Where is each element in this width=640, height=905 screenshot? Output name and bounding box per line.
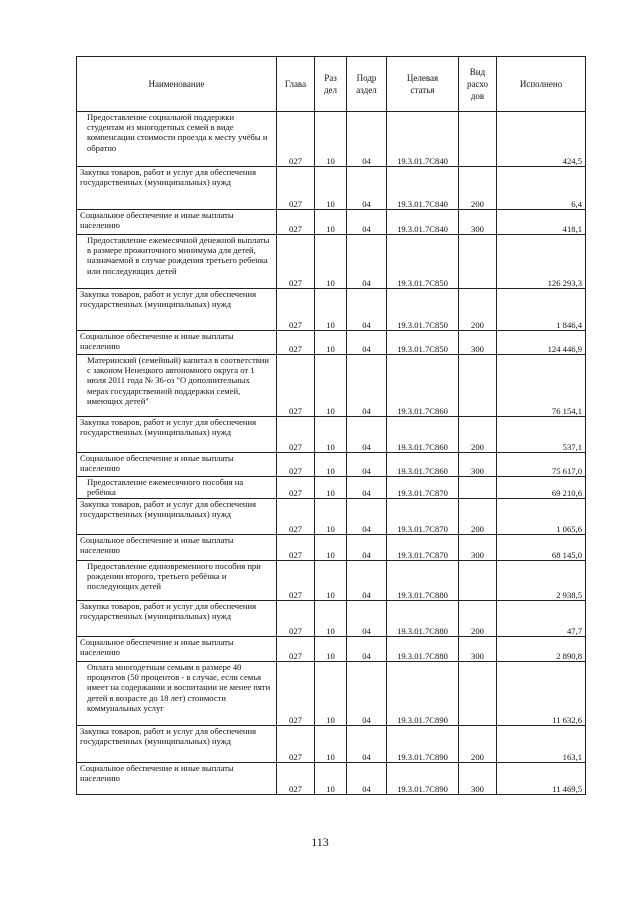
row-vid: 200 <box>459 289 497 331</box>
row-statya: 19.3.01.7С860 <box>387 453 459 477</box>
row-razdel: 10 <box>315 535 347 561</box>
row-statya: 19.3.01.7С870 <box>387 477 459 499</box>
row-podrazdel: 04 <box>347 355 387 417</box>
row-ispolneno: 418,1 <box>497 210 586 235</box>
row-name: Предоставление ежемесячной денежной выплаты в размере прожиточного минимума для детей, назначаемой в случае рождения третьего ребенка или последующих детей <box>77 235 277 289</box>
row-ispolneno: 537,1 <box>497 417 586 453</box>
header-ispolneno: Исполнено <box>497 57 586 112</box>
row-vid <box>459 112 497 167</box>
budget-table <box>76 56 586 795</box>
header-vid: Вид расхо дов <box>459 57 497 112</box>
row-razdel: 10 <box>315 499 347 535</box>
row-vid: 200 <box>459 726 497 763</box>
row-statya: 19.3.01.7С840 <box>387 167 459 210</box>
header-name: Наименование <box>77 57 277 112</box>
row-glava: 027 <box>277 235 315 289</box>
row-razdel: 10 <box>315 167 347 210</box>
row-vid <box>459 235 497 289</box>
row-glava: 027 <box>277 499 315 535</box>
row-razdel: 10 <box>315 763 347 795</box>
row-ispolneno: 163,1 <box>497 726 586 763</box>
row-razdel: 10 <box>315 662 347 726</box>
row-statya: 19.3.01.7С850 <box>387 289 459 331</box>
row-name: Предоставление социальной поддержки студентам из многодетных семей в виде компенсации стоимости проезда к месту учёбы и обратно <box>77 112 277 167</box>
row-glava: 027 <box>277 167 315 210</box>
row-razdel: 10 <box>315 289 347 331</box>
row-statya: 19.3.01.7С880 <box>387 637 459 662</box>
row-ispolneno: 6,4 <box>497 167 586 210</box>
row-name: Закупка товаров, работ и услуг для обеспечения государственных (муниципальных) нужд <box>77 601 277 637</box>
row-statya: 19.3.01.7С840 <box>387 112 459 167</box>
row-name: Закупка товаров, работ и услуг для обеспечения государственных (муниципальных) нужд <box>77 726 277 763</box>
row-ispolneno: 124 446,9 <box>497 331 586 355</box>
row-vid: 300 <box>459 763 497 795</box>
row-glava: 027 <box>277 417 315 453</box>
table-row <box>77 331 586 355</box>
row-razdel: 10 <box>315 726 347 763</box>
row-ispolneno: 69 210,6 <box>497 477 586 499</box>
row-vid: 200 <box>459 417 497 453</box>
row-ispolneno: 2 890,8 <box>497 637 586 662</box>
row-podrazdel: 04 <box>347 417 387 453</box>
row-razdel: 10 <box>315 477 347 499</box>
row-razdel: 10 <box>315 637 347 662</box>
row-name: Закупка товаров, работ и услуг для обеспечения государственных (муниципальных) нужд <box>77 289 277 331</box>
row-name: Социальное обеспечение и иные выплаты населению <box>77 331 277 355</box>
row-ispolneno: 11 469,5 <box>497 763 586 795</box>
row-vid <box>459 355 497 417</box>
row-podrazdel: 04 <box>347 637 387 662</box>
row-podrazdel: 04 <box>347 535 387 561</box>
table-row <box>77 499 586 535</box>
table-row <box>77 235 586 289</box>
row-glava: 027 <box>277 331 315 355</box>
row-glava: 027 <box>277 355 315 417</box>
table-row <box>77 167 586 210</box>
header-glava: Глава <box>277 57 315 112</box>
table-header-row <box>77 57 586 112</box>
row-glava: 027 <box>277 763 315 795</box>
row-podrazdel: 04 <box>347 726 387 763</box>
row-statya: 19.3.01.7С880 <box>387 601 459 637</box>
row-ispolneno: 47,7 <box>497 601 586 637</box>
row-podrazdel: 04 <box>347 289 387 331</box>
row-ispolneno: 11 632,6 <box>497 662 586 726</box>
table-row <box>77 763 586 795</box>
row-glava: 027 <box>277 289 315 331</box>
row-podrazdel: 04 <box>347 210 387 235</box>
header-statya: Целевая статья <box>387 57 459 112</box>
row-statya: 19.3.01.7С870 <box>387 535 459 561</box>
row-vid <box>459 662 497 726</box>
table-row <box>77 535 586 561</box>
row-podrazdel: 04 <box>347 561 387 601</box>
row-statya: 19.3.01.7С850 <box>387 235 459 289</box>
row-name: Социальное обеспечение и иные выплаты населению <box>77 535 277 561</box>
row-vid: 200 <box>459 499 497 535</box>
row-razdel: 10 <box>315 210 347 235</box>
row-vid: 200 <box>459 601 497 637</box>
row-ispolneno: 1 846,4 <box>497 289 586 331</box>
table-row <box>77 417 586 453</box>
row-statya: 19.3.01.7С840 <box>387 210 459 235</box>
row-ispolneno: 76 154,1 <box>497 355 586 417</box>
row-statya: 19.3.01.7С860 <box>387 417 459 453</box>
row-statya: 19.3.01.7С890 <box>387 763 459 795</box>
row-razdel: 10 <box>315 331 347 355</box>
row-vid: 300 <box>459 637 497 662</box>
row-ispolneno: 126 293,3 <box>497 235 586 289</box>
row-razdel: 10 <box>315 453 347 477</box>
row-name: Социальное обеспечение и иные выплаты населению <box>77 763 277 795</box>
header-podrazdel: Подр аздел <box>347 57 387 112</box>
table-row <box>77 637 586 662</box>
row-name: Материнский (семейный) капитал в соответствии с законом Ненецкого автономного округа от 1 июля 2011 года № 36-оз "О дополнительных мерах государственной поддержки семей, имеющих детей" <box>77 355 277 417</box>
row-ispolneno: 2 938,5 <box>497 561 586 601</box>
table-row <box>77 561 586 601</box>
row-podrazdel: 04 <box>347 167 387 210</box>
row-glava: 027 <box>277 637 315 662</box>
row-vid: 300 <box>459 331 497 355</box>
row-statya: 19.3.01.7С890 <box>387 662 459 726</box>
row-ispolneno: 424,5 <box>497 112 586 167</box>
row-ispolneno: 1 065,6 <box>497 499 586 535</box>
row-name: Социальное обеспечение и иные выплаты населению <box>77 637 277 662</box>
table-row <box>77 477 586 499</box>
row-glava: 027 <box>277 112 315 167</box>
table-row <box>77 112 586 167</box>
row-name: Предоставление ежемесячного пособия на ребёнка <box>77 477 277 499</box>
row-statya: 19.3.01.7С860 <box>387 355 459 417</box>
row-ispolneno: 68 145,0 <box>497 535 586 561</box>
row-razdel: 10 <box>315 561 347 601</box>
row-name: Закупка товаров, работ и услуг для обеспечения государственных (муниципальных) нужд <box>77 499 277 535</box>
table-row <box>77 601 586 637</box>
row-vid: 300 <box>459 453 497 477</box>
row-razdel: 10 <box>315 112 347 167</box>
row-podrazdel: 04 <box>347 499 387 535</box>
table-row <box>77 210 586 235</box>
header-razdel: Раз дел <box>315 57 347 112</box>
row-statya: 19.3.01.7С850 <box>387 331 459 355</box>
row-glava: 027 <box>277 561 315 601</box>
table-row <box>77 662 586 726</box>
row-vid: 300 <box>459 535 497 561</box>
row-podrazdel: 04 <box>347 235 387 289</box>
row-glava: 027 <box>277 662 315 726</box>
table-row <box>77 726 586 763</box>
row-statya: 19.3.01.7С880 <box>387 561 459 601</box>
row-podrazdel: 04 <box>347 477 387 499</box>
row-razdel: 10 <box>315 235 347 289</box>
page-number: 113 <box>311 835 329 849</box>
row-glava: 027 <box>277 453 315 477</box>
row-razdel: 10 <box>315 601 347 637</box>
row-razdel: 10 <box>315 355 347 417</box>
row-name: Социальное обеспечение и иные выплаты населению <box>77 210 277 235</box>
row-podrazdel: 04 <box>347 601 387 637</box>
row-razdel: 10 <box>315 417 347 453</box>
table-row <box>77 289 586 331</box>
row-vid <box>459 561 497 601</box>
row-name: Предоставление единовременного пособия при рождении второго, третьего ребёнка и последующих детей <box>77 561 277 601</box>
row-ispolneno: 75 617,0 <box>497 453 586 477</box>
row-podrazdel: 04 <box>347 453 387 477</box>
row-name: Закупка товаров, работ и услуг для обеспечения государственных (муниципальных) нужд <box>77 417 277 453</box>
row-name: Социальное обеспечение и иные выплаты населению <box>77 453 277 477</box>
row-glava: 027 <box>277 477 315 499</box>
row-statya: 19.3.01.7С890 <box>387 726 459 763</box>
row-name: Закупка товаров, работ и услуг для обеспечения государственных (муниципальных) нужд <box>77 167 277 210</box>
row-podrazdel: 04 <box>347 331 387 355</box>
row-podrazdel: 04 <box>347 112 387 167</box>
row-statya: 19.3.01.7С870 <box>387 499 459 535</box>
table-row <box>77 355 586 417</box>
row-vid <box>459 477 497 499</box>
row-podrazdel: 04 <box>347 662 387 726</box>
table-row <box>77 453 586 477</box>
row-glava: 027 <box>277 210 315 235</box>
row-name: Оплата многодетным семьям в размере 40 процентов (50 процентов - в случае, если семья имеет на содержании и воспитании не менее пяти детей в возрасте до 18 лет) стоимости коммунальных услуг <box>77 662 277 726</box>
row-glava: 027 <box>277 535 315 561</box>
row-vid: 200 <box>459 167 497 210</box>
row-glava: 027 <box>277 726 315 763</box>
row-glava: 027 <box>277 601 315 637</box>
row-vid: 300 <box>459 210 497 235</box>
row-podrazdel: 04 <box>347 763 387 795</box>
